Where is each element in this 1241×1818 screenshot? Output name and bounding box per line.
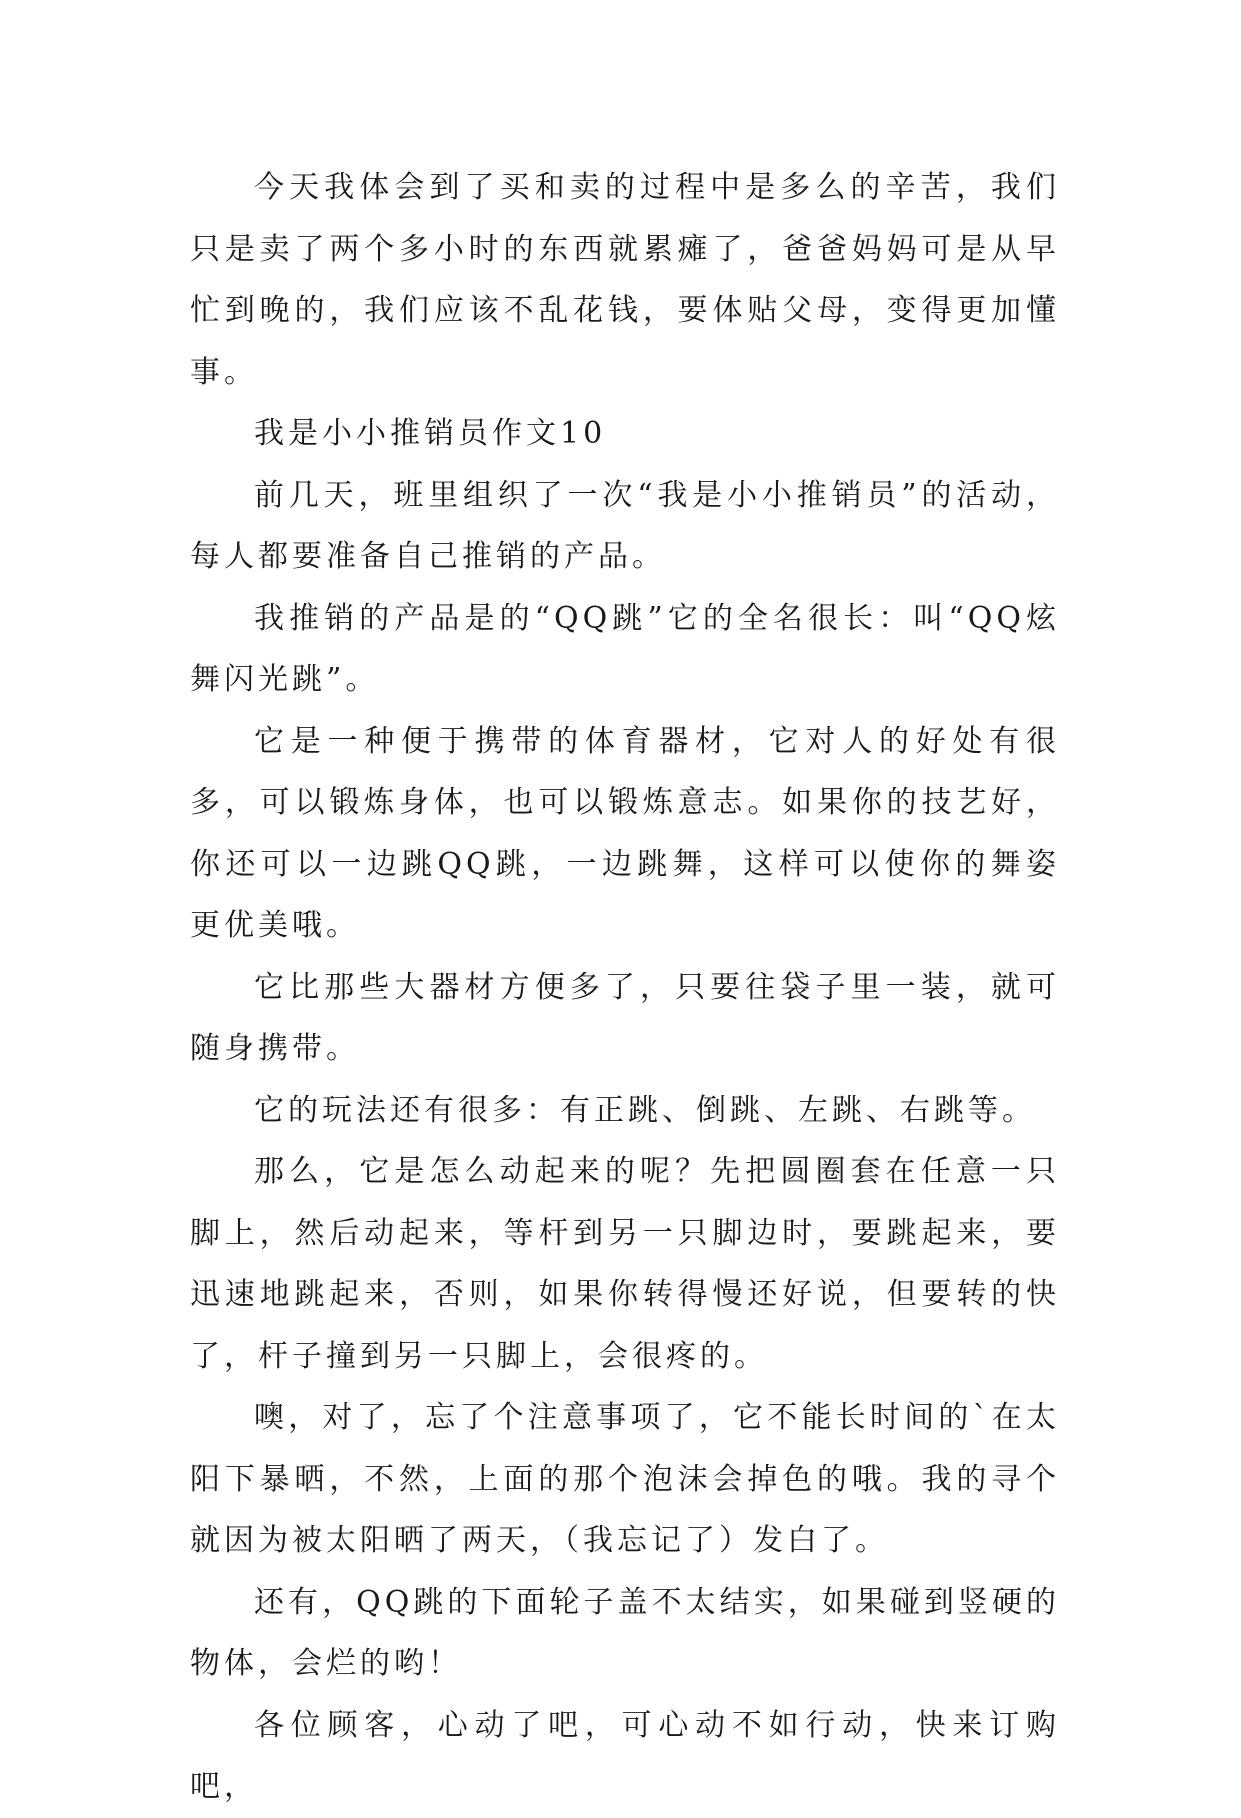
paragraph-6: 它的玩法还有很多：有正跳、倒跳、左跳、右跳等。 bbox=[254, 1092, 1036, 1128]
paragraph-8: 噢，对了，忘了个注意事项了，它不能长时间的`在太阳下暴晒，不然，上面的那个泡沫会掉色的哦。我的寻个就因为被太阳晒了两天，（我忘记了）发白了。 bbox=[190, 1400, 1060, 1558]
paragraph-4: 它是一种便于携带的体育器材，它对人的好处有很多，可以锻炼身体，也可以锻炼意志。如果你的技艺好，你还可以一边跳QQ跳，一边跳舞，这样可以使你的舞姿更优美哦。 bbox=[190, 723, 1060, 943]
paragraph-3: 我推销的产品是的“QQ跳”它的全名很长：叫“QQ炫舞闪光跳”。 bbox=[190, 600, 1060, 697]
paragraph-9: 还有，QQ跳的下面轮子盖不太结实，如果碰到竖硬的物体，会烂的哟！ bbox=[190, 1584, 1060, 1681]
paragraph-5: 它比那些大器材方便多了，只要往袋子里一装，就可随身携带。 bbox=[190, 969, 1060, 1066]
document-body bbox=[190, 157, 1060, 1818]
paragraph-7: 那么，它是怎么动起来的呢？先把圆圈套在任意一只脚上，然后动起来，等杆到另一只脚边时，要跳起来，要迅速地跳起来，否则，如果你转得慢还好说，但要转的快了，杆子撞到另一只脚上，会很疼的。 bbox=[190, 1154, 1060, 1374]
essay-title: 我是小小推销员作文10 bbox=[254, 416, 607, 451]
paragraph-2: 前几天，班里组织了一次“我是小小推销员”的活动，每人都要准备自己推销的产品。 bbox=[190, 477, 1060, 574]
paragraph-1: 今天我体会到了买和卖的过程中是多么的辛苦，我们只是卖了两个多小时的东西就累瘫了，爸爸妈妈可是从早忙到晚的，我们应该不乱花钱，要体贴父母，变得更加懂事。 bbox=[190, 170, 1060, 390]
paragraph-10: 各位顾客，心动了吧，可心动不如行动，快来订购吧， bbox=[190, 1707, 1060, 1804]
